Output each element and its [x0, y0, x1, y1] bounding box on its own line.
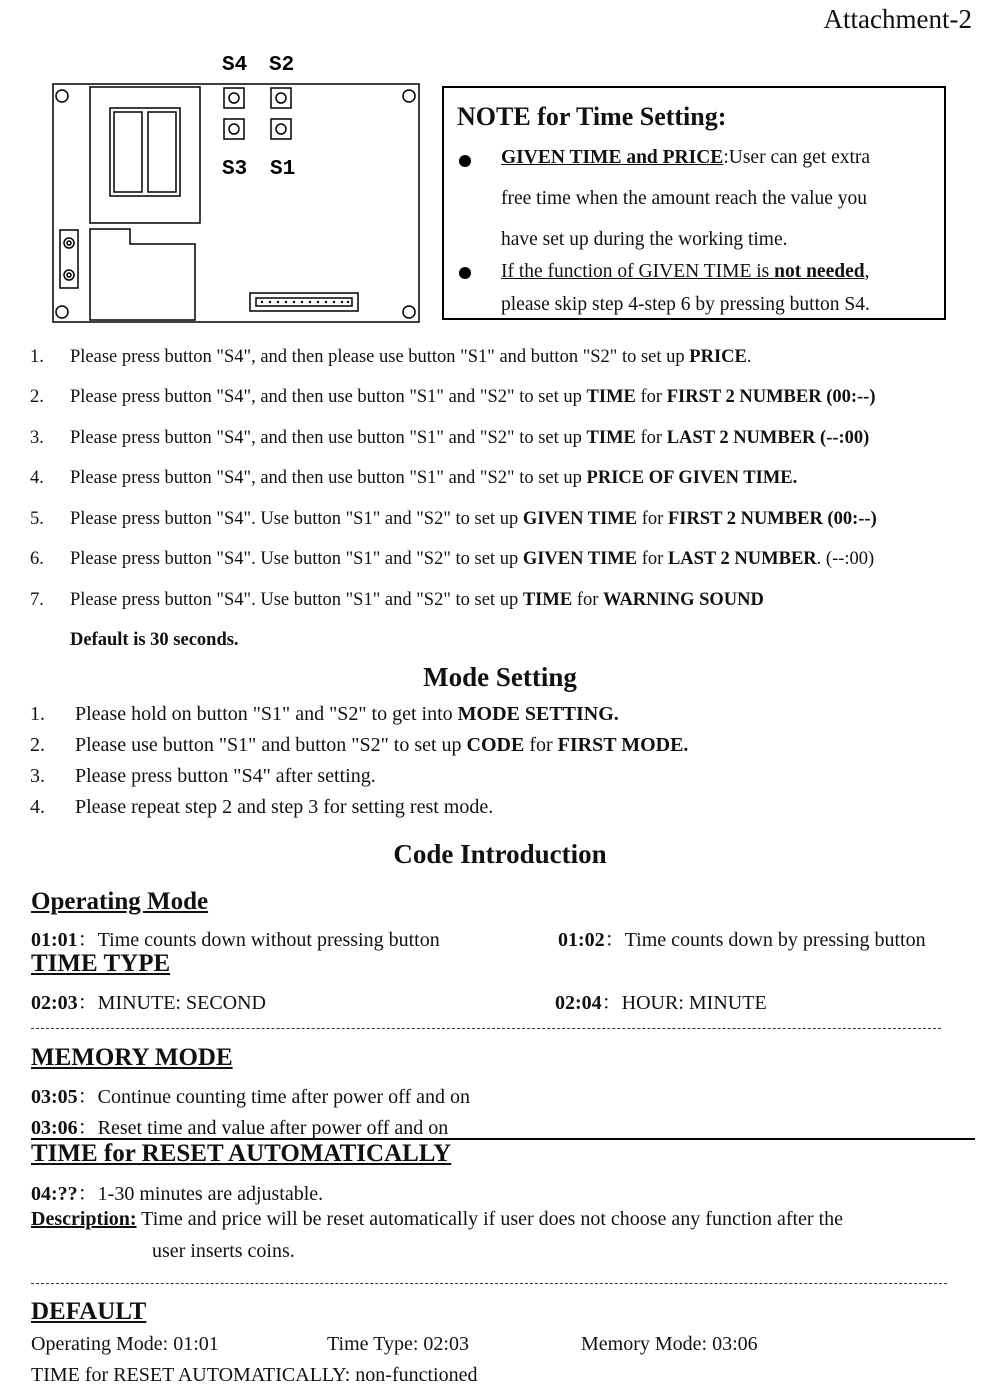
step-text: for — [635, 387, 667, 407]
note-bullet-1-line-3: have set up during the working time. — [501, 229, 788, 250]
step-number: 1. — [30, 347, 44, 367]
step-keyword: LAST 2 NUMBER — [667, 549, 817, 569]
step-keyword: CODE — [466, 734, 525, 756]
step-number: 2. — [30, 387, 44, 407]
step-text: for — [635, 428, 667, 448]
step-keyword: LAST 2 NUMBER (--:00) — [666, 428, 870, 448]
time-type-title: TIME TYPE — [31, 950, 171, 977]
note-title: NOTE for Time Setting: — [457, 102, 727, 131]
code-04: 04:??：1-30 minutes are adjustable. — [31, 1183, 324, 1205]
code-intro-heading: Code Introduction — [393, 839, 607, 869]
time-setting-step — [30, 468, 797, 489]
step-number: 3. — [30, 765, 45, 787]
dashed-divider — [31, 1028, 941, 1029]
step-number: 7. — [30, 590, 44, 610]
label-s3: S3 — [222, 158, 248, 181]
reset-description-line-2: user inserts coins. — [152, 1240, 295, 1262]
step-keyword: GIVEN TIME — [522, 549, 638, 569]
note-bullet-1-line-2: free time when the amount reach the value you — [501, 188, 868, 209]
step-keyword: TIME — [586, 387, 636, 407]
step-text: for — [637, 509, 668, 529]
step-text: for — [637, 549, 668, 569]
mount-hole-icon — [403, 90, 415, 102]
dashed-divider — [31, 1283, 947, 1284]
step-number: 5. — [30, 509, 44, 529]
step-text: for — [572, 590, 603, 610]
label-s1: S1 — [270, 158, 296, 181]
step-keyword: PRICE OF GIVEN TIME. — [586, 468, 798, 488]
step-text: . (--:00) — [816, 549, 875, 569]
step-text: Please press button "S4" after setting. — [75, 765, 376, 787]
code-01-02: 01:02：Time counts down by pressing button — [558, 929, 926, 951]
mode-setting-step — [30, 703, 619, 726]
label-s2: S2 — [269, 54, 295, 77]
default-title: DEFAULT — [31, 1298, 147, 1325]
step-number: 4. — [30, 796, 45, 818]
step-number: 3. — [30, 428, 44, 448]
default-time-type: Time Type: 02:03 — [327, 1333, 469, 1355]
step-keyword: WARNING SOUND — [603, 590, 764, 610]
step-number: 4. — [30, 468, 44, 488]
step-number: 2. — [30, 734, 45, 756]
step-keyword: PRICE — [689, 347, 747, 367]
step-text: Please press button "S4", and then use button "S1" and "S2" to set up — [70, 468, 587, 488]
step-text: for — [524, 734, 558, 756]
step-number: 1. — [30, 703, 45, 725]
mode-setting-step — [30, 765, 376, 788]
time-setting-step — [30, 509, 877, 530]
power-block — [90, 229, 195, 320]
mode-setting-heading: Mode Setting — [423, 662, 577, 692]
bullet-icon — [459, 155, 471, 167]
step-keyword: MODE SETTING. — [457, 703, 619, 725]
code-01-01: 01:01：Time counts down without pressing button — [31, 929, 440, 951]
time-setting-step — [30, 387, 876, 408]
step-keyword: FIRST MODE. — [557, 734, 689, 756]
step-number: 6. — [30, 549, 44, 569]
step-keyword: FIRST 2 NUMBER (00:--) — [666, 387, 876, 407]
step-text: . — [746, 347, 752, 367]
step-keyword: TIME — [522, 590, 573, 610]
note-bullet-1-line-1: GIVEN TIME and PRICE:User can get extra — [501, 147, 871, 168]
code-02-03: 02:03：MINUTE: SECOND — [31, 992, 267, 1014]
default-operating-mode: Operating Mode: 01:01 — [31, 1333, 219, 1355]
attachment-label: Attachment-2 — [823, 4, 972, 34]
step-text: Please press button "S4", and then please use button "S1" and button "S2" to set up — [70, 347, 690, 367]
note-bullet-2-line-2: please skip step 4-step 6 by pressing button S4. — [501, 294, 870, 315]
step-text: Please use button "S1" and button "S2" to set up — [75, 734, 467, 756]
code-02-04: 02:04：HOUR: MINUTE — [555, 992, 767, 1014]
reset-description-line-1: Description: Time and price will be reset automatically if user does not choose any function after the — [31, 1208, 844, 1230]
step-keyword: FIRST 2 NUMBER (00:--) — [667, 509, 877, 529]
step-keyword: GIVEN TIME — [522, 509, 638, 529]
reset-auto-title: TIME for RESET AUTOMATICALLY — [31, 1140, 452, 1167]
mount-hole-icon — [403, 306, 415, 318]
step-text: Please press button "S4", and then use button "S1" and "S2" to set up — [70, 428, 587, 448]
step-text: Please press button "S4". Use button "S1" and "S2" to set up — [70, 509, 523, 529]
default-reset-auto: TIME for RESET AUTOMATICALLY: non-functioned — [31, 1364, 478, 1386]
code-03-05: 03:05：Continue counting time after power off and on — [31, 1086, 470, 1108]
operating-mode-title: Operating Mode — [31, 888, 209, 915]
mount-hole-icon — [56, 306, 68, 318]
step-keyword: TIME — [586, 428, 636, 448]
mode-setting-step — [30, 734, 688, 757]
time-setting-step — [30, 549, 874, 570]
step-text: Please press button "S4". Use button "S1" and "S2" to set up — [70, 549, 523, 569]
step-text: Please press button "S4". Use button "S1" and "S2" to set up — [70, 590, 523, 610]
default-note: Default is 30 seconds. — [70, 630, 239, 650]
note-box — [442, 86, 946, 320]
time-setting-step — [30, 347, 751, 368]
code-03-06: 03:06：Reset time and value after power off and on — [31, 1117, 449, 1139]
mode-setting-step — [30, 796, 493, 819]
mount-hole-icon — [56, 90, 68, 102]
time-setting-step — [30, 590, 764, 611]
step-text: Please hold on button "S1" and "S2" to get into — [75, 703, 458, 725]
memory-mode-title: MEMORY MODE — [31, 1044, 233, 1071]
bullet-icon — [459, 267, 471, 279]
note-bullet-2-line-1: If the function of GIVEN TIME is not needed, — [501, 261, 870, 282]
step-text: Please repeat step 2 and step 3 for setting rest mode. — [75, 796, 494, 818]
default-memory-mode: Memory Mode: 03:06 — [581, 1333, 758, 1355]
time-setting-step — [30, 428, 869, 449]
pcb-board-diagram — [50, 50, 422, 330]
step-text: Please press button "S4", and then use button "S1" and "S2" to set up — [70, 387, 587, 407]
label-s4: S4 — [222, 54, 248, 77]
